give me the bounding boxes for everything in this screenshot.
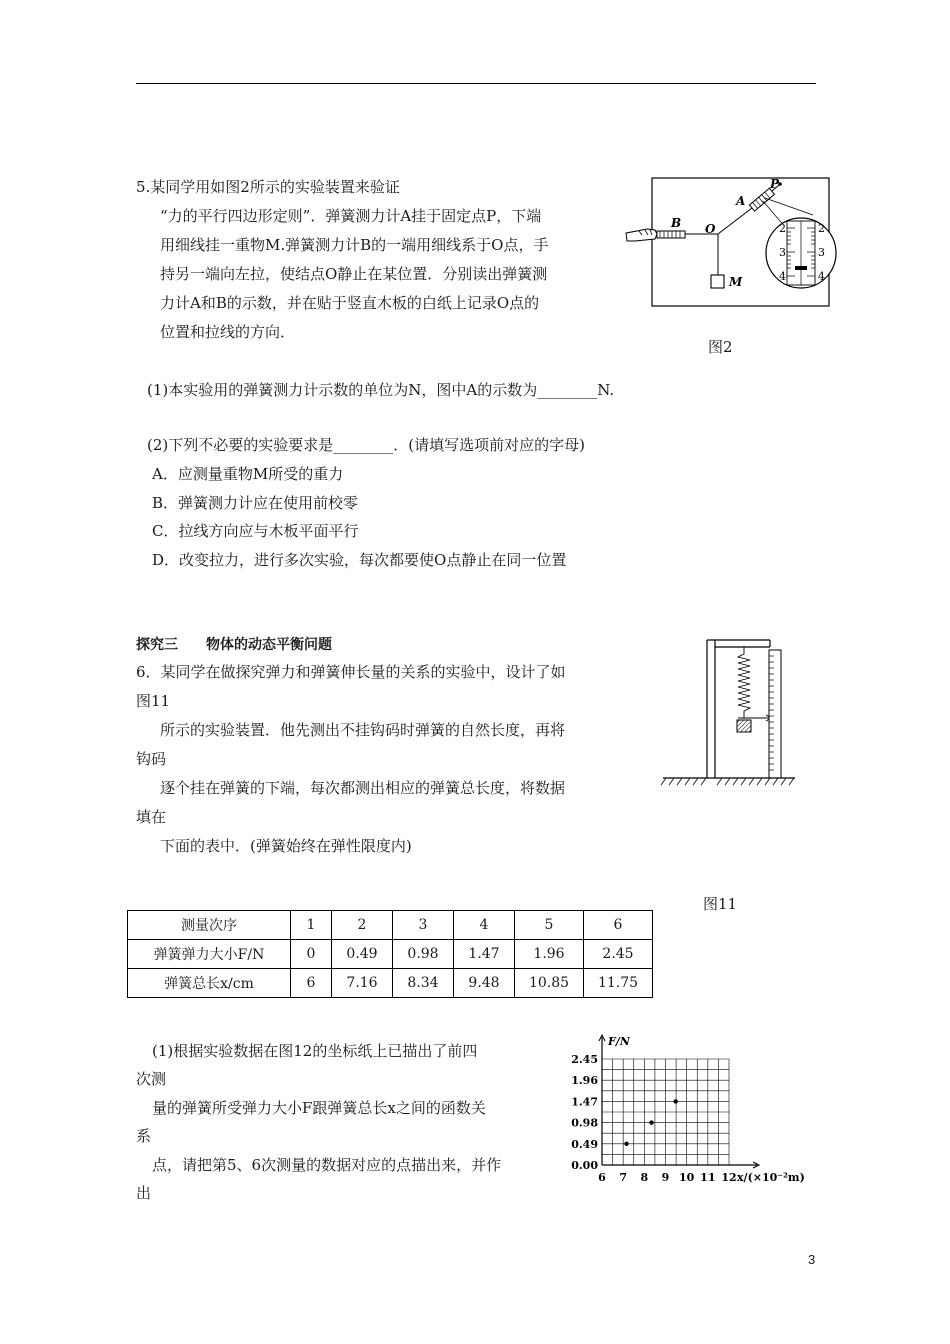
table-header-cell: 3 (393, 911, 454, 940)
tick-4-right: 4 (818, 270, 825, 283)
tick-3-right: 3 (818, 246, 825, 259)
table-row (128, 969, 653, 998)
y-tick-label: 0.98 (571, 1116, 598, 1130)
table-cell: 8.34 (393, 969, 454, 998)
y-tick-label: 1.96 (571, 1074, 598, 1088)
q5-line-4: 持另一端向左拉，使结点O静止在某位置．分别读出弹簧测 (160, 265, 548, 283)
hook-weight (737, 720, 751, 732)
x-axis-label: x/(×10⁻²m) (737, 1171, 805, 1184)
q6-sub1-line-2: 次测 (136, 1070, 167, 1088)
label-p: P (770, 177, 780, 191)
q6-sub1-line-4: 系 (136, 1127, 152, 1145)
table-row (128, 940, 653, 969)
table-header-cell: 4 (454, 911, 515, 940)
table-cell: 0 (291, 940, 332, 969)
label-m: M (729, 275, 743, 289)
tick-3-left: 3 (779, 246, 786, 259)
table-cell: 1.47 (454, 940, 515, 969)
spring-scale-a (749, 188, 774, 211)
y-tick-label: 0.00 (571, 1159, 598, 1172)
q6-line-6: 填在 (136, 808, 167, 826)
x-tick-label: 11 (700, 1171, 716, 1184)
label-b: B (671, 216, 682, 230)
q6-sub1-line-6: 出 (136, 1184, 152, 1202)
option-d: D．改变拉力，进行多次实验，每次都要使O点静止在同一位置 (152, 551, 567, 569)
data-point (673, 1099, 677, 1103)
table-header-cell: 测量次序 (128, 911, 291, 940)
page-number: 3 (808, 1252, 816, 1267)
f-x-chart (565, 1030, 805, 1190)
ruler (769, 650, 781, 778)
data-point (649, 1120, 653, 1124)
table-cell: 0.49 (332, 940, 393, 969)
tick-4-left: 4 (779, 270, 786, 283)
tick-2-right: 2 (818, 222, 825, 235)
data-point (624, 1142, 628, 1146)
table-header-cell: 1 (291, 911, 332, 940)
q5-line-1: 5.某同学用如图2所示的实验装置来验证 (136, 178, 400, 196)
q6-sub1-line-5: 点，请把第5、6次测量的数据对应的点描出来，并作 (152, 1156, 502, 1174)
table-header-cell: 6 (584, 911, 653, 940)
y-axis-label: F/N (608, 1035, 630, 1048)
figure-2-apparatus (625, 175, 840, 310)
q5-sub2: (2)下列不必要的实验要求是________．(请填写选项前对应的字母) (147, 436, 585, 454)
pointer (795, 266, 807, 270)
figure-11-caption: 图11 (703, 895, 738, 913)
table-cell: 10.85 (515, 969, 584, 998)
table-cell: 弹簧总长x/cm (128, 969, 291, 998)
y-tick-label: 1.47 (571, 1095, 598, 1109)
spring-scale-b (657, 231, 685, 238)
q6-sub1-line-3: 量的弹簧所受弹力大小F跟弹簧总长x之间的函数关 (152, 1099, 486, 1117)
table-cell: 6 (291, 969, 332, 998)
table-header-row (128, 911, 653, 940)
table-cell: 7.16 (332, 969, 393, 998)
x-tick-label: 12 (721, 1171, 737, 1184)
x-tick-label: 8 (640, 1171, 649, 1184)
q5-line-2: “力的平行四边形定则”．弹簧测力计A挂于固定点P，下端 (160, 207, 542, 225)
q6-line-2: 图11 (136, 692, 171, 710)
q5-sub1: (1)本实验用的弹簧测力计示数的单位为N，图中A的示数为________N. (147, 381, 615, 399)
spring (738, 647, 750, 718)
q6-sub1-line-1: (1)根据实验数据在图12的坐标纸上已描出了前四 (152, 1042, 478, 1060)
table-cell: 2.45 (584, 940, 653, 969)
header-rule (136, 83, 816, 84)
option-b: B．弹簧测力计应在使用前校零 (152, 494, 359, 512)
figure-2-caption: 图2 (708, 338, 733, 356)
x-tick-label: 9 (661, 1171, 670, 1184)
data-table (127, 910, 653, 998)
x-tick-label: 7 (619, 1171, 627, 1184)
q6-line-1: 6．某同学在做探究弹力和弹簧伸长量的关系的实验中，设计了如 (136, 663, 566, 681)
table-cell: 9.48 (454, 969, 515, 998)
x-tick-label: 10 (679, 1171, 695, 1184)
y-tick-label: 0.49 (571, 1137, 598, 1151)
table-cell: 0.98 (393, 940, 454, 969)
table-header-cell: 5 (515, 911, 584, 940)
q5-line-3: 用细线挂一重物M.弹簧测力计B的一端用细线系于O点，手 (160, 236, 549, 254)
option-a: A．应测量重物M所受的重力 (152, 465, 344, 483)
section-heading: 探究三 物体的动态平衡问题 (136, 637, 332, 653)
figure-11-apparatus (660, 638, 800, 788)
q5-line-6: 位置和拉线的方向． (160, 323, 296, 341)
table-cell: 1.96 (515, 940, 584, 969)
q6-line-3: 所示的实验装置．他先测出不挂钩码时弹簧的自然长度，再将 (160, 721, 566, 739)
option-c: C．拉线方向应与木板平面平行 (152, 522, 359, 540)
label-o: O (705, 222, 716, 236)
q5-line-5: 力计A和B的示数，并在贴于竖直木板的白纸上记录O点的 (160, 294, 540, 312)
tick-2-left: 2 (779, 222, 786, 235)
x-tick-label: 6 (598, 1171, 606, 1184)
y-tick-label: 2.45 (571, 1053, 598, 1066)
table-cell: 弹簧弹力大小F/N (128, 940, 291, 969)
label-a: A (736, 194, 746, 208)
weight-m (711, 275, 724, 288)
q6-line-5: 逐个挂在弹簧的下端，每次都测出相应的弹簧总长度，将数据 (160, 779, 566, 797)
q6-line-7: 下面的表中．(弹簧始终在弹性限度内) (160, 837, 412, 855)
q6-line-4: 钩码 (136, 750, 167, 768)
table-header-cell: 2 (332, 911, 393, 940)
table-cell: 11.75 (584, 969, 653, 998)
